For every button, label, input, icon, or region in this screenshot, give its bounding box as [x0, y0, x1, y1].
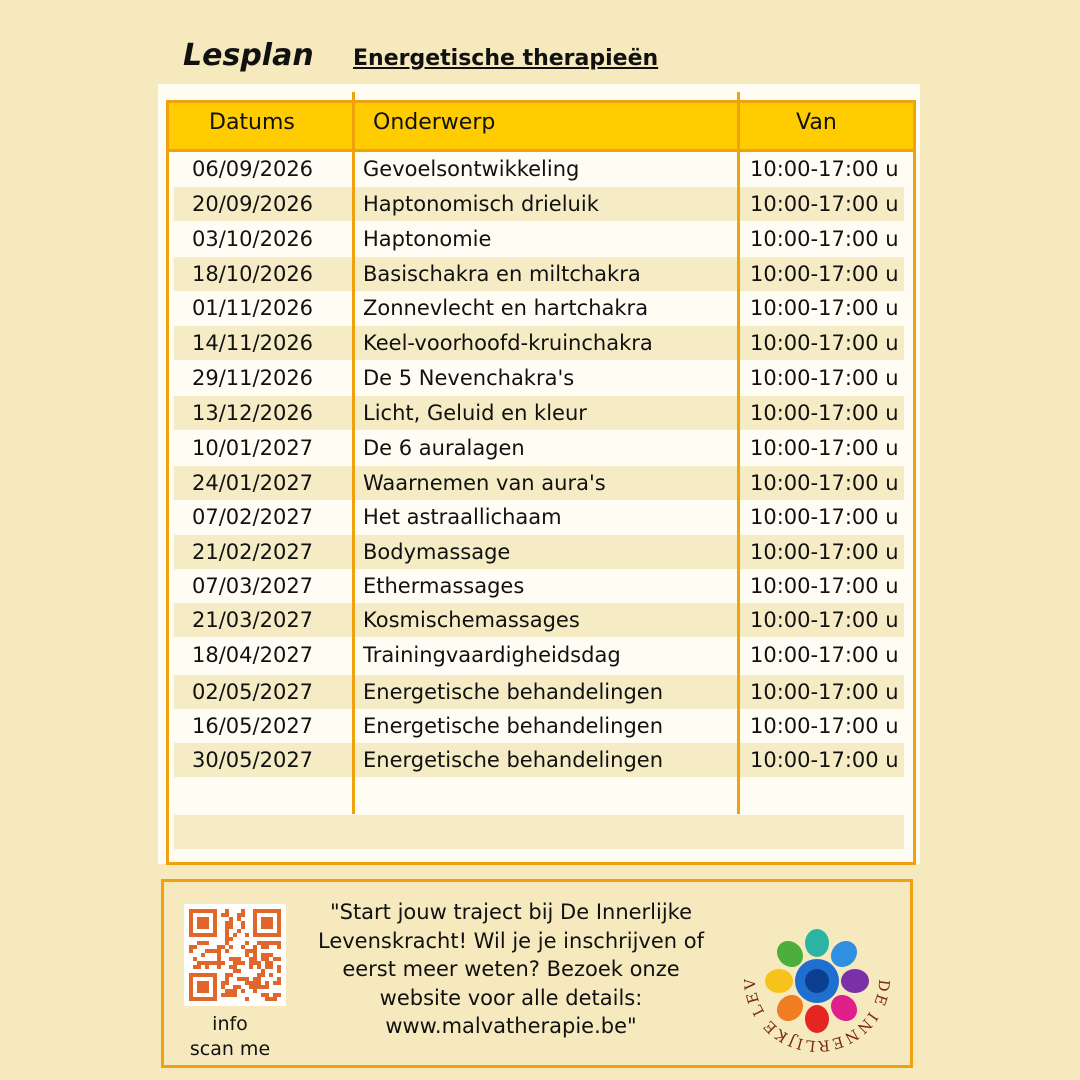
- row-topic: Zonnevlecht en hartchakra: [363, 296, 649, 320]
- website-link[interactable]: www.malvatherapie.be": [385, 1014, 637, 1038]
- row-date: 07/02/2027: [192, 505, 314, 529]
- page-subtitle: Energetische therapieën: [353, 46, 659, 71]
- row-topic: Waarnemen van aura's: [363, 471, 606, 495]
- header-topic: Onderwerp: [373, 110, 496, 135]
- row-date: 13/12/2026: [192, 401, 314, 425]
- row-topic: Bodymassage: [363, 540, 511, 564]
- row-time: 10:00-17:00 u: [750, 574, 899, 598]
- qr-label-info: info: [212, 1013, 248, 1035]
- column-divider: [737, 92, 740, 814]
- row-topic: De 6 auralagen: [363, 436, 525, 460]
- row-time: 10:00-17:00 u: [750, 401, 899, 425]
- row-time: 10:00-17:00 u: [750, 608, 899, 632]
- row-time: 10:00-17:00 u: [750, 540, 899, 564]
- row-date: 18/10/2026: [192, 262, 314, 286]
- page-title: Lesplan: [183, 38, 314, 73]
- row-date: 10/01/2027: [192, 436, 314, 460]
- row-date: 03/10/2026: [192, 227, 314, 251]
- row-time: 10:00-17:00 u: [750, 505, 899, 529]
- row-topic: Haptonomisch drieluik: [363, 192, 599, 216]
- quote-line: website voor alle details:: [379, 985, 643, 1010]
- row-topic: Haptonomie: [363, 227, 492, 251]
- row-date: 01/11/2026: [192, 296, 314, 320]
- row-topic: Ethermassages: [363, 574, 525, 598]
- qr-code-icon: [189, 909, 281, 1001]
- row-time: 10:00-17:00 u: [750, 262, 899, 286]
- row-time: 10:00-17:00 u: [750, 366, 899, 390]
- row-topic: Energetische behandelingen: [363, 680, 663, 704]
- qr-label-scan: scan me: [189, 1038, 271, 1060]
- row-date: 02/05/2027: [192, 680, 314, 704]
- row-date: 07/03/2027: [192, 574, 314, 598]
- logo-text: DE INNERLIJKE LEV: [742, 976, 892, 1054]
- footer-quote: [286, 898, 736, 1041]
- header-time: Van: [796, 110, 837, 135]
- row-topic: Basischakra en miltchakra: [363, 262, 641, 286]
- row-date: 14/11/2026: [192, 331, 314, 355]
- header-dates: Datums: [209, 110, 295, 135]
- column-divider: [352, 92, 355, 814]
- schedule-table-frame: [166, 100, 916, 865]
- row-time: 10:00-17:00 u: [750, 331, 899, 355]
- logo-emblem-icon: [742, 904, 892, 1054]
- row-topic: De 5 Nevenchakra's: [363, 366, 575, 390]
- row-time: 10:00-17:00 u: [750, 748, 899, 772]
- row-time: 10:00-17:00 u: [750, 157, 899, 181]
- row-date: 21/02/2027: [192, 540, 314, 564]
- logo: [742, 904, 892, 1054]
- footer-box: [161, 879, 913, 1068]
- row-time: 10:00-17:00 u: [750, 680, 899, 704]
- row-topic: Het astraallichaam: [363, 505, 562, 529]
- row-date: 24/01/2027: [192, 471, 314, 495]
- quote-line: Levenskracht! Wil je je inschrijven of: [317, 928, 705, 953]
- row-date: 21/03/2027: [192, 608, 314, 632]
- quote-line: "Start jouw traject bij De Innerlijke: [329, 900, 693, 924]
- row-date: 16/05/2027: [192, 714, 314, 738]
- row-date: 18/04/2027: [192, 643, 314, 667]
- row-date: 30/05/2027: [192, 748, 314, 772]
- row-date: 06/09/2026: [192, 157, 314, 181]
- row-topic: Energetische behandelingen: [363, 714, 663, 738]
- row-topic: Gevoelsontwikkeling: [363, 157, 580, 181]
- row-time: 10:00-17:00 u: [750, 714, 899, 738]
- row-topic: Kosmischemassages: [363, 608, 580, 632]
- row-time: 10:00-17:00 u: [750, 296, 899, 320]
- quote-line: eerst meer weten? Bezoek onze: [342, 957, 680, 981]
- qr-label: [178, 1012, 282, 1062]
- row-time: 10:00-17:00 u: [750, 643, 899, 667]
- row-topic: Energetische behandelingen: [363, 748, 663, 772]
- row-topic: Trainingvaardigheidsdag: [363, 643, 621, 667]
- row-topic: Keel-voorhoofd-kruinchakra: [363, 331, 653, 355]
- row-date: 29/11/2026: [192, 366, 314, 390]
- row-time: 10:00-17:00 u: [750, 436, 899, 460]
- row-time: 10:00-17:00 u: [750, 192, 899, 216]
- qr-code[interactable]: [184, 904, 286, 1006]
- row-date: 20/09/2026: [192, 192, 314, 216]
- row-time: 10:00-17:00 u: [750, 471, 899, 495]
- row-time: 10:00-17:00 u: [750, 227, 899, 251]
- row-topic: Licht, Geluid en kleur: [363, 401, 587, 425]
